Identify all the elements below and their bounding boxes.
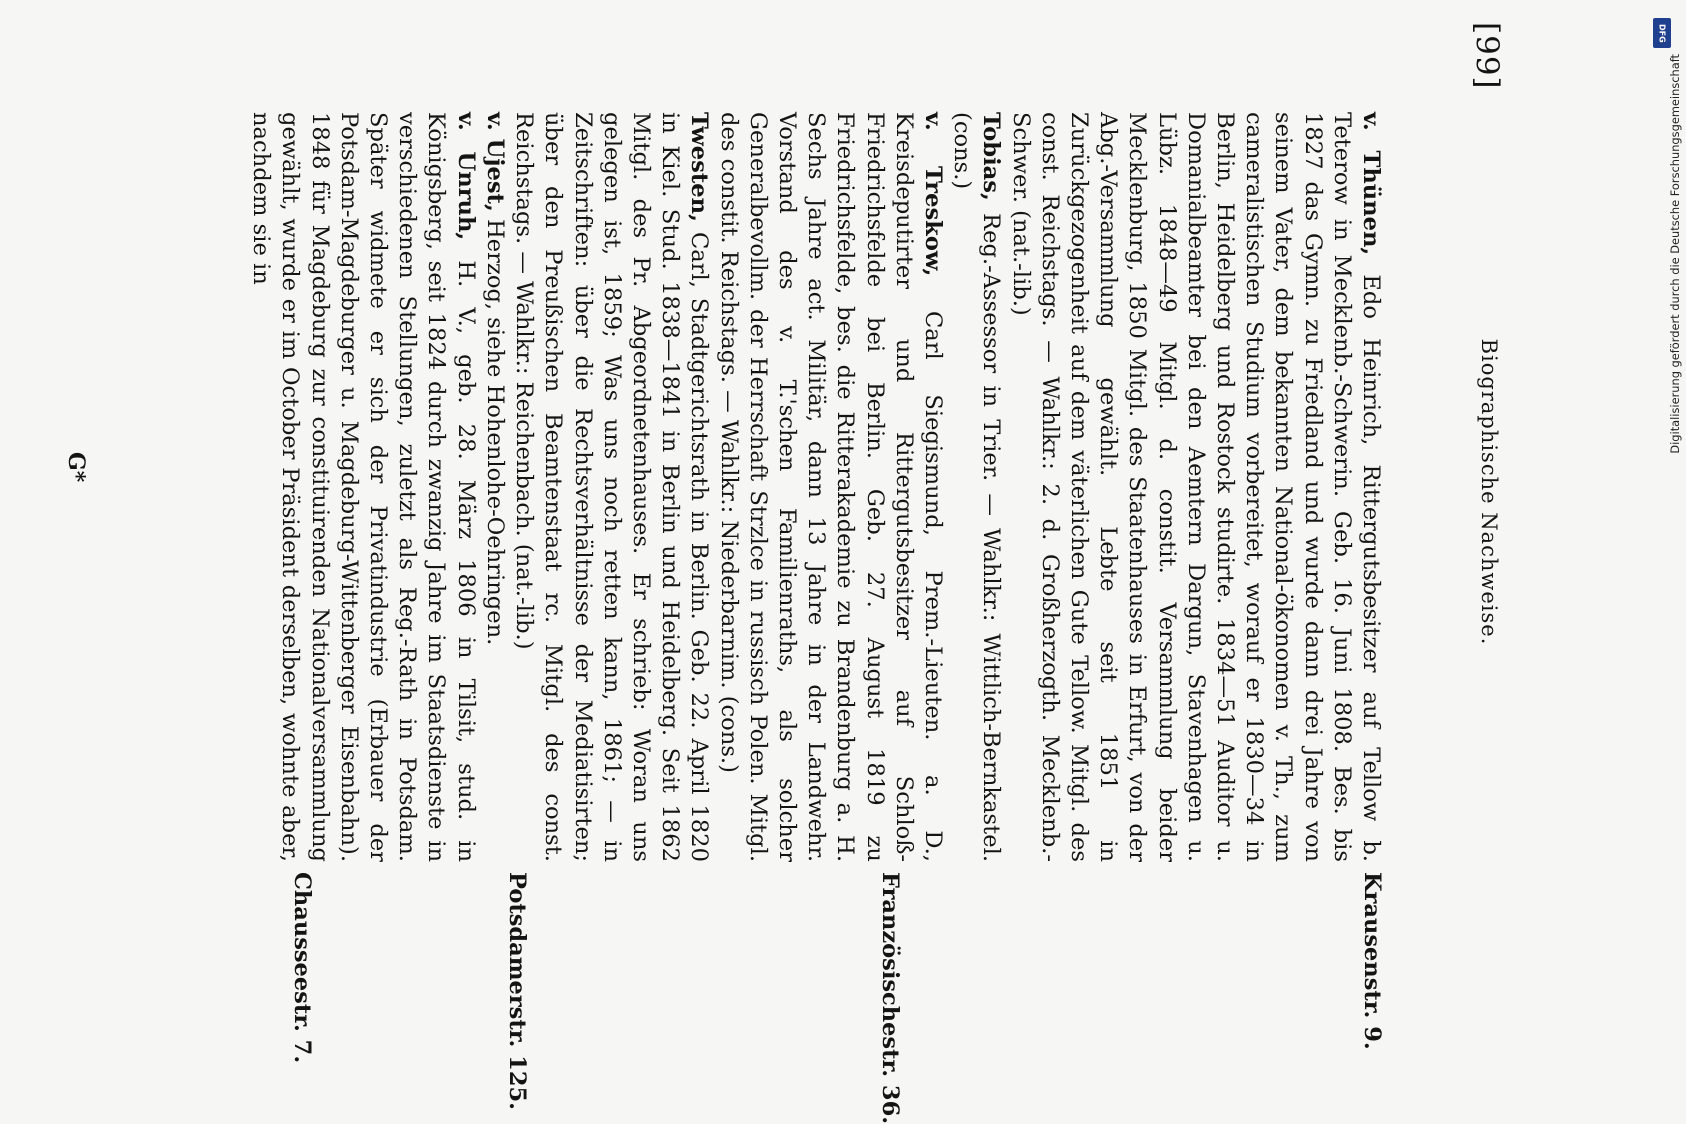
credit-text: Digitalisierung gefördert durch die Deutsche Forschungsgemeinschaft xyxy=(1668,54,1682,454)
entry-name: Tobias, xyxy=(978,112,1005,201)
entry-text: Carl Siegismund, Prem.-Lieuten. a. D., Kreisdeputirter und Rittergutsbesitzer auf Schloß-Friedrichsfelde bei Berlin. Geb. 27. August 1819 zu Friedrichsfelde, bes. die Ritterakademie zu Brandenburg a. H. Sechs Jahre act. Militär, dann 13 Jahre in der Landwehr. Vorstand des v. T.'schen Familienraths, als solcher Generalbevollm. der Herrschaft Strzlce in russisch Polen. Mitgl. des constit. Reichstags. — Wahlkr.: Niederbarnim. (cons.) xyxy=(715,112,946,862)
entry-thuenen xyxy=(1005,112,1385,862)
signature-mark: G* xyxy=(63,452,89,483)
book-page xyxy=(0,22,1545,1124)
entry-text: Herzog, siehe Hohenlohe-Oehringen. xyxy=(481,219,508,646)
page-number: [99] xyxy=(1469,22,1505,90)
entry-text: H. V., geb. 28. März 1806 in Tilsit, stud. in Königsberg, seit 1824 durch zwanzig Jahre im Staatsdienste in verschiedenen Stellungen, zuletzt als Reg.-Rath in Potsdam. Später widmete er sich der Privatindustrie (Erbauer der Potsdam-Magdeburger u. Magdeburg-Wittenberger Eisenbahn). 1848 für Magdeburg zur constituirenden Nationalversammlung gewählt, wurde er im October Präsident derselben, wohnte aber, nachdem sie in xyxy=(248,112,479,862)
entry-name: v. Ujest, xyxy=(481,112,508,212)
entry-unruh xyxy=(246,112,480,862)
entry-ujest xyxy=(480,112,509,862)
entry-name: v. Treskow, xyxy=(919,112,946,277)
entry-treskow xyxy=(713,112,947,862)
entry-name: Twesten, xyxy=(686,112,713,222)
biography-text xyxy=(246,112,1385,862)
digitisation-credit xyxy=(1648,18,1682,978)
entry-name: v. Thünen, xyxy=(1358,112,1384,256)
dfg-logo: DFG xyxy=(1653,18,1671,48)
entry-tobias xyxy=(947,112,1005,862)
address-treskow: Französischestr. 36. xyxy=(877,872,903,1124)
entry-text: Reg.-Assessor in Trier. — Wahlkr.: Wittlich-Bernkastel. (cons.) xyxy=(949,112,1005,862)
entry-text: Edo Heinrich, Rittergutsbesitzer auf Tellow b. Teterow in Mecklenb.-Schwerin. Geb. 16. Juni 1808. Bes. bis 1827 das Gymn. zu Friedland und wurde dann drei Jahre von seinem Vater, dem bekannten National-ökonomen v. Th., zum cameralistischen Studium vorbereitet, worauf er 1830—34 in Berlin, Heidelberg und Rostock studirte. 1834—51 Auditor u. Domanialbeamter bei den Aemtern Dargun, Stavenhagen u. Lübz. 1848—49 Mitgl. d. constit. Versammlung beider Mecklenburg, 1850 Mitgl. des Staatenhauses in Erfurt, von der Abg.-Versammlung gewählt. Lebte seit 1851 in Zurückgezogenheit auf dem väterlichen Gute Tellow. Mitgl. des const. Reichstags. — Wahlkr.: 2. d. Großherzogth. Mecklenb.-Schwer. (nat.-lib.) xyxy=(1007,112,1384,862)
address-unruh: Chausseestr. 7. xyxy=(289,872,315,1064)
running-head: Biographische Nachweise. xyxy=(1477,338,1501,646)
entry-name: v. Unruh, xyxy=(452,112,479,241)
entry-twesten xyxy=(509,112,713,862)
entry-text: Carl, Stadtgerichtsrath in Berlin. Geb. 22. April 1820 in Kiel. Stud. 1838—1841 in Berlin und Heidelberg. Seit 1862 Mitgl. des Pr. Abgeordnetenhauses. Er schrieb: Woran uns gelegen ist, 1859; Was uns noch retten kann, 1861; — in Zeitschriften: über die Rechtsverhältnisse der Mediatisirten; über den Preußischen Beamtenstaat rc. Mitgl. des const. Reichstags. — Wahlkr.: Reichenbach. (nat.-lib.) xyxy=(511,112,713,862)
address-twesten: Potsdamerstr. 125. xyxy=(504,872,530,1110)
address-thuenen: Krausenstr. 9. xyxy=(1359,872,1385,1050)
